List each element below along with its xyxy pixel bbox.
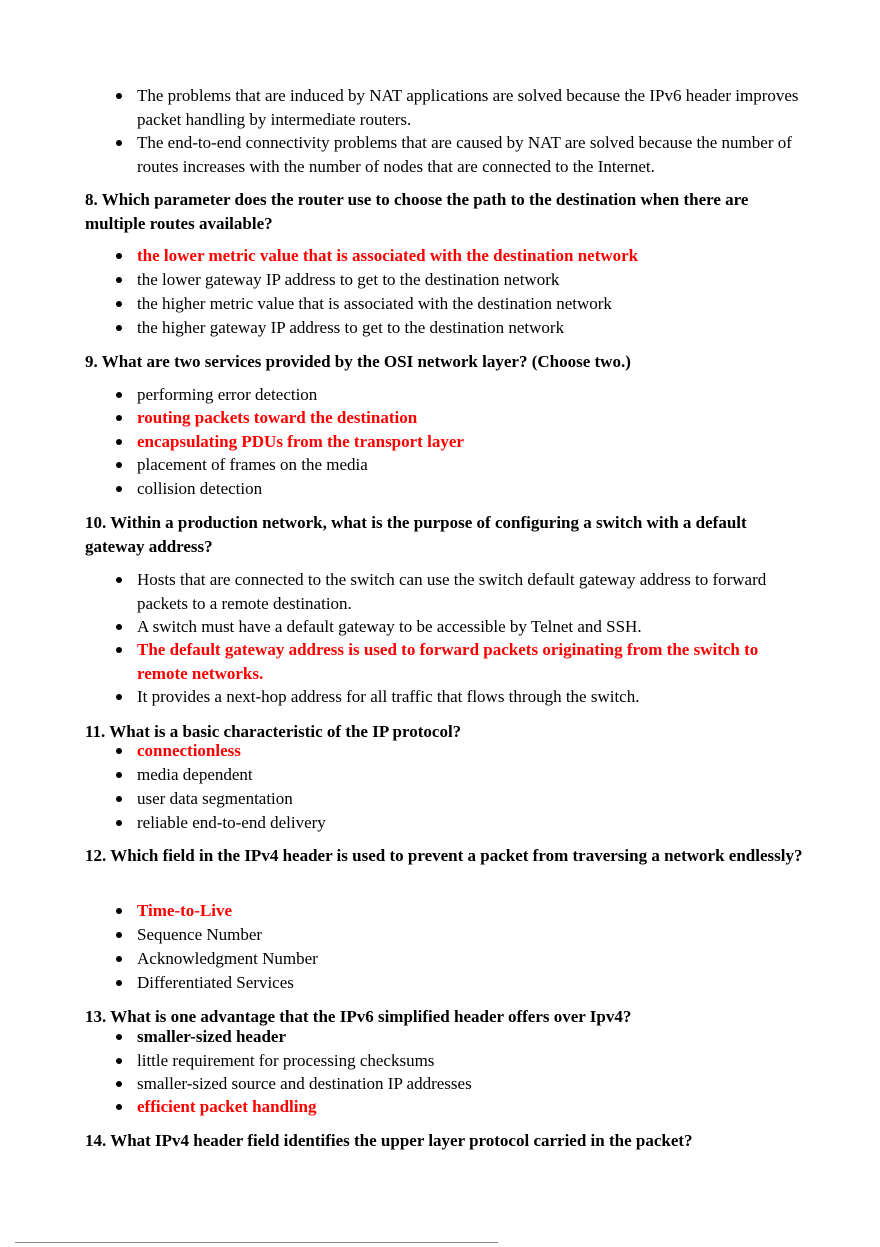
option-item: performing error detection — [137, 383, 802, 407]
option-item: smaller-sized source and destination IP addresses — [137, 1072, 802, 1096]
question-11: 11. What is a basic characteristic of the IP protocol? — [85, 722, 462, 741]
question-12: 12. Which field in the IPv4 header is used to prevent a packet from traversing a network endlessly? — [85, 846, 803, 865]
option-item: A switch must have a default gateway to be accessible by Telnet and SSH. — [137, 615, 802, 639]
question-13: 13. What is one advantage that the IPv6 simplified header offers over Ipv4? — [85, 1007, 632, 1026]
answer-option: the lower metric value that is associated with the destination network — [137, 244, 802, 268]
question-9: 9. What are two services provided by the OSI network layer? (Choose two.) — [85, 352, 631, 371]
option-item: It provides a next-hop address for all traffic that flows through the switch. — [137, 685, 802, 709]
option-item: user data segmentation — [137, 787, 802, 811]
option-item: Differentiated Services — [137, 971, 802, 995]
option-item: The problems that are induced by NAT applications are solved because the IPv6 header improves packet handling by intermediate routers. — [137, 84, 802, 131]
option-item: the lower gateway IP address to get to the destination network — [137, 268, 802, 292]
option-item: little requirement for processing checksums — [137, 1049, 802, 1073]
option-item: media dependent — [137, 763, 802, 787]
answer-option: routing packets toward the destination — [137, 406, 802, 430]
option-item: placement of frames on the media — [137, 453, 802, 477]
option-item: the higher gateway IP address to get to the destination network — [137, 316, 802, 340]
option-item: Sequence Number — [137, 923, 802, 947]
answer-option: efficient packet handling — [137, 1095, 802, 1119]
question-14: 14. What IPv4 header field identifies the upper layer protocol carried in the packet? — [85, 1131, 693, 1150]
footer-divider — [15, 1242, 498, 1243]
option-item: Hosts that are connected to the switch can use the switch default gateway address to forward packets to a remote destination. — [137, 568, 802, 615]
option-item: smaller-sized header — [137, 1025, 802, 1049]
option-item: Acknowledgment Number — [137, 947, 802, 971]
answer-option: connectionless — [137, 739, 802, 763]
option-item: reliable end-to-end delivery — [137, 811, 802, 835]
option-item: The end-to-end connectivity problems that are caused by NAT are solved because the number of routes increases with the number of nodes that are connected to the Internet. — [137, 131, 802, 178]
answer-option: encapsulating PDUs from the transport layer — [137, 430, 802, 454]
answer-option: Time-to-Live — [137, 899, 802, 923]
option-item: collision detection — [137, 477, 802, 501]
answer-option: The default gateway address is used to forward packets originating from the switch to remote networks. — [137, 638, 802, 685]
option-item: the higher metric value that is associated with the destination network — [137, 292, 802, 316]
question-8: 8. Which parameter does the router use to choose the path to the destination when there are multiple routes available? — [85, 190, 749, 233]
question-10: 10. Within a production network, what is the purpose of configuring a switch with a default gateway address? — [85, 513, 747, 556]
